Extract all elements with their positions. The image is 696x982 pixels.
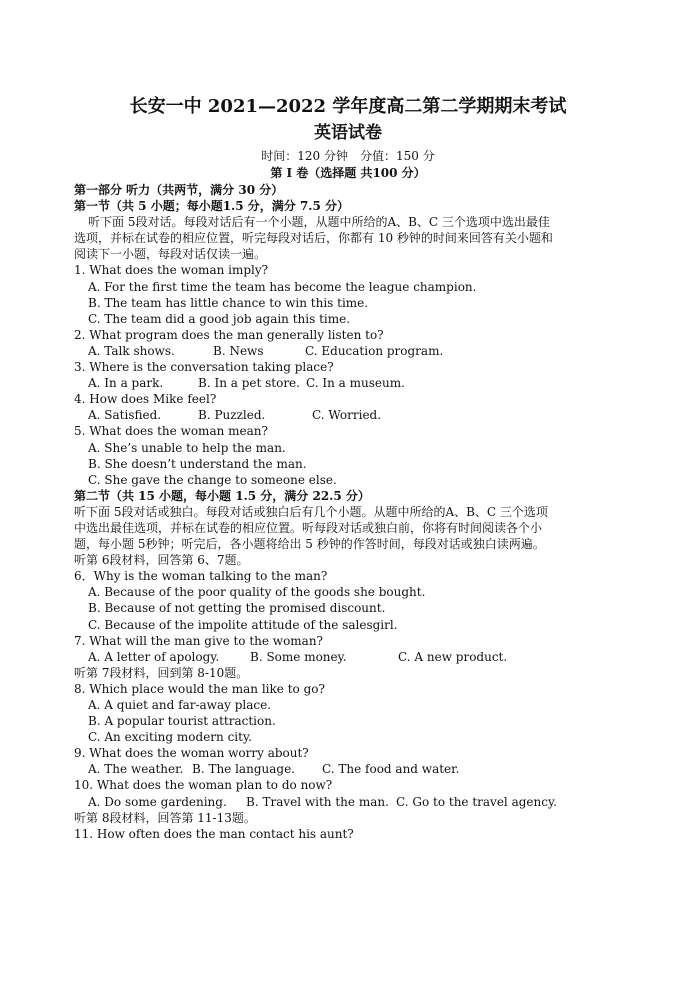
option-c: C. Education program. bbox=[305, 343, 444, 358]
option-b: B. News bbox=[213, 343, 264, 358]
option-c: C. An exciting modern city. bbox=[88, 730, 252, 745]
question-stem: 8. Which place would the man like to go? bbox=[74, 681, 325, 696]
question-stem: 7. What will the man give to the woman? bbox=[74, 633, 323, 648]
option-b: B. Puzzled. bbox=[198, 408, 266, 423]
section1-heading: 第一节（共 5 小题；每小题1.5 分，满分 7.5 分） bbox=[74, 199, 349, 214]
option-row bbox=[74, 407, 660, 423]
section2-instructions-line: 题，每小题 5秒钟；听完后，各小题将给出 5 秒钟的作答时间，每段对话或独白读两遍。 bbox=[74, 537, 545, 552]
question-stem: 11. How often does the man contact his aunt? bbox=[74, 826, 354, 841]
option-c: C. Go to the travel agency. bbox=[396, 794, 557, 809]
option-c: C. The team did a good job again this time. bbox=[88, 311, 351, 326]
option-row bbox=[74, 649, 660, 665]
section2-instructions-line: 听下面 5段对话或独白。每段对话或独白后有几个小题。从题中所给的A、B、C 三个选项 bbox=[74, 504, 548, 519]
option-row bbox=[74, 343, 660, 359]
part1-heading: 第一部分 听力（共两节，满分 30 分） bbox=[74, 183, 284, 197]
option-b: B. She doesn’t understand the man. bbox=[88, 456, 307, 471]
option-b: B. The language. bbox=[192, 762, 295, 777]
exam-meta: 时间：120 分钟 分值：150 分 bbox=[261, 149, 435, 163]
exam-subtitle: 英语试卷 bbox=[314, 123, 382, 143]
question-stem: 3. Where is the conversation taking place? bbox=[74, 360, 334, 375]
option-a: A. Satisfied. bbox=[88, 408, 162, 423]
option-b: B. Travel with the man. bbox=[246, 794, 389, 809]
option-a: A. Do some gardening. bbox=[88, 794, 227, 809]
option-a: A. A quiet and far-away place. bbox=[88, 698, 272, 712]
option-a: A. Because of the poor quality of the goods she bought. bbox=[88, 585, 426, 600]
section1-instructions-line: 阅读下一小题，每段对话仅读一遍。 bbox=[74, 247, 267, 262]
option-a: A. A letter of apology. bbox=[88, 649, 220, 664]
material-note: 听第 6段材料，回答第 6、7题。 bbox=[74, 553, 249, 568]
question-stem: 6．Why is the woman talking to the man? bbox=[74, 569, 328, 584]
question-stem: 2. What program does the man generally listen to? bbox=[74, 327, 384, 342]
section2-instructions-line: 中选出最佳选项，并标在试卷的相应位置。听每段对话或独白前，你将有时间阅读各个小 bbox=[74, 520, 543, 535]
option-a: A. She’s unable to help the man. bbox=[88, 440, 286, 455]
exam-content bbox=[74, 182, 660, 842]
option-c: C. She gave the change to someone else. bbox=[88, 472, 337, 487]
option-a: A. In a park. bbox=[88, 376, 164, 391]
option-row bbox=[74, 794, 660, 810]
section1-instructions-line: 选项，并标在试卷的相应位置，听完每段对话后，你都有 10 秒钟的时间来回答有关小题和 bbox=[74, 231, 553, 246]
question-stem: 4. How does Mike feel? bbox=[74, 392, 217, 407]
option-a: A. Talk shows. bbox=[88, 343, 175, 358]
option-c: C. The food and water. bbox=[322, 762, 460, 777]
question-stem: 9. What does the woman worry about? bbox=[74, 746, 309, 761]
question-stem: 1. What does the woman imply? bbox=[74, 263, 269, 278]
option-row bbox=[74, 761, 660, 777]
option-b: B. Because of not getting the promised discount. bbox=[88, 601, 386, 616]
option-b: B. In a pet store. bbox=[198, 376, 300, 391]
exam-title: 长安一中 2021—2022 学年度高二第二学期期末考试 bbox=[129, 96, 567, 117]
option-b: B. The team has little chance to win this time. bbox=[88, 295, 369, 310]
question-stem: 5. What does the woman mean? bbox=[74, 424, 268, 439]
question-stem: 10. What does the woman plan to do now? bbox=[74, 778, 333, 793]
option-a: A. The weather. bbox=[88, 762, 184, 777]
section2-heading: 第二节（共 15 小题，每小题 1.5 分，满分 22.5 分） bbox=[74, 488, 370, 503]
option-c: C. Because of the impolite attitude of the salesgirl. bbox=[88, 617, 398, 632]
option-c: C. In a museum. bbox=[306, 376, 405, 391]
volume-heading: 第 I 卷（选择题 共100 分） bbox=[270, 166, 426, 180]
material-note: 听第 7段材料，回到第 8-10题。 bbox=[74, 665, 249, 680]
option-b: B. A popular tourist attraction. bbox=[88, 714, 276, 729]
option-row bbox=[74, 375, 660, 391]
material-note: 听第 8段材料，回答第 11-13题。 bbox=[74, 810, 256, 825]
section1-instructions-line: 听下面 5段对话。每段对话后有一个小题，从题中所给的A、B、C 三个选项中选出最佳 bbox=[88, 215, 550, 230]
option-c: C. A new product. bbox=[398, 649, 508, 664]
option-a: A. For the first time the team has become the league champion. bbox=[88, 279, 477, 294]
option-b: B. Some money. bbox=[250, 649, 347, 664]
option-c: C. Worried. bbox=[312, 408, 382, 423]
